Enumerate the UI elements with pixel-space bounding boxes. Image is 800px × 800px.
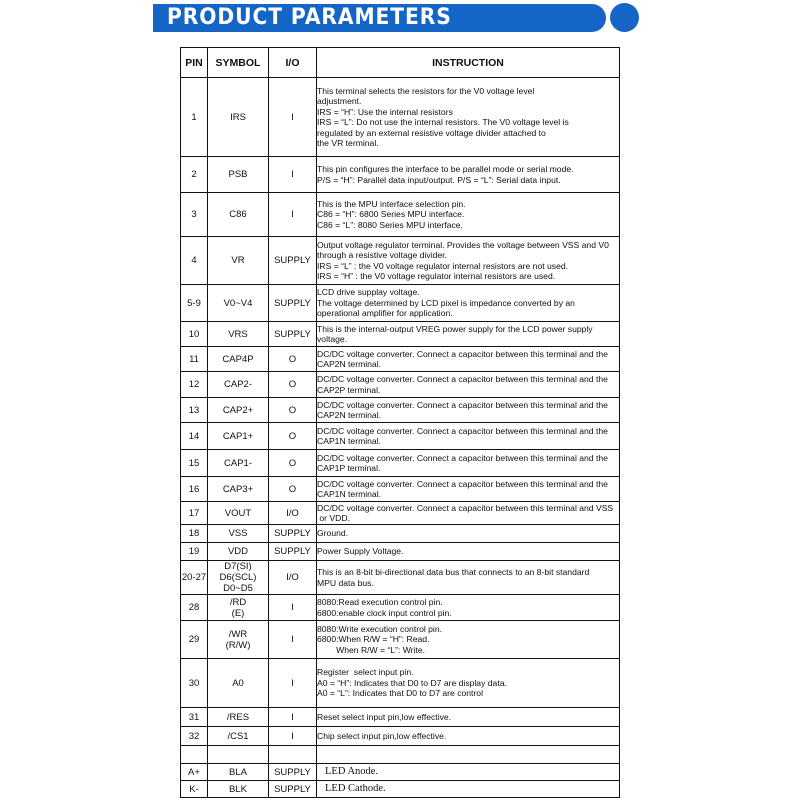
symbol-cell: /RES [208, 708, 269, 727]
instruction-line: MPU data bus. [317, 577, 374, 588]
table-row [181, 322, 620, 347]
io-cell: O [269, 347, 317, 372]
io-cell: SUPPLY [269, 781, 317, 798]
table-row [181, 595, 620, 621]
table-row [181, 398, 620, 423]
table-row [181, 543, 620, 561]
io-cell: I [269, 595, 317, 621]
instruction-cell [317, 727, 620, 746]
instruction-line: IRS = “L”: Do not use the internal resistors. The V0 voltage level is [317, 117, 569, 127]
pin-cell: 1 [181, 78, 208, 157]
symbol-cell: V0~V4 [208, 285, 269, 322]
symbol-cell: /WR (R/W) [208, 621, 269, 659]
instruction-cell [317, 781, 620, 798]
instruction-line: A0 = “H”: Indicates that D0 to D7 are display data. [317, 677, 507, 688]
header-instruction: INSTRUCTION [317, 48, 620, 78]
instruction-line: Register select input pin. [317, 667, 414, 678]
instruction-line: IRS = “L” : the V0 voltage regulator internal resistors are not used. [317, 260, 569, 271]
instruction-line: DC/DC voltage converter. Connect a capacitor between this terminal and the [317, 425, 608, 436]
section-banner [153, 4, 606, 32]
io-cell: I/O [269, 502, 317, 525]
pin-cell: 11 [181, 347, 208, 372]
instruction-line: CAP1N terminal. [317, 489, 381, 499]
instruction-cell [317, 450, 620, 477]
instruction-cell [317, 659, 620, 708]
table-row [181, 193, 620, 237]
instruction-line: the VR terminal. [317, 138, 379, 148]
instruction-line: When R/W = “L”: Write. [317, 644, 426, 655]
symbol-cell: VOUT [208, 502, 269, 525]
symbol-cell: BLA [208, 764, 269, 781]
pin-parameters-table [180, 47, 620, 798]
symbol-cell: PSB [208, 157, 269, 193]
instruction-line: This is the MPU interface selection pin. [317, 198, 466, 209]
io-cell: O [269, 423, 317, 450]
empty-cell [317, 746, 620, 764]
instruction-line: IRS = “H”: Use the internal resistors [317, 106, 453, 117]
instruction-cell [317, 322, 620, 347]
symbol-cell: CAP3+ [208, 477, 269, 502]
table-row [181, 477, 620, 502]
instruction-cell [317, 595, 620, 621]
table-row [181, 727, 620, 746]
symbol-cell: VR [208, 237, 269, 285]
instruction-line: regulated by an external resistive voltage divider attached to [317, 127, 546, 138]
instruction-line: This is the internal-output VREG power supply for the LCD power supply [317, 323, 593, 334]
instruction-line: C86 = “H”: 6800 Series MPU interface. [317, 209, 465, 220]
table-row [181, 621, 620, 659]
io-cell: SUPPLY [269, 285, 317, 322]
io-cell: O [269, 372, 317, 398]
pin-cell: 16 [181, 477, 208, 502]
instruction-line: or VDD. [317, 513, 350, 523]
instruction-cell [317, 502, 620, 525]
pin-cell: 29 [181, 621, 208, 659]
instruction-cell [317, 561, 620, 595]
instruction-line: Ground. [317, 528, 349, 539]
table-row [181, 347, 620, 372]
instruction-line: Power Supply Voltage. [317, 546, 404, 557]
pin-cell: 3 [181, 193, 208, 237]
instruction-line: Reset select input pin,low effective. [317, 711, 452, 722]
table-row [181, 764, 620, 781]
instruction-line: CAP2N terminal. [317, 410, 381, 420]
table-row [181, 708, 620, 727]
instruction-line: DC/DC voltage converter. Connect a capacitor between this terminal and the [317, 452, 608, 463]
empty-cell [269, 746, 317, 764]
symbol-cell: /RD (E) [208, 595, 269, 621]
io-cell: SUPPLY [269, 322, 317, 347]
instruction-cell [317, 237, 620, 285]
pin-cell: 18 [181, 525, 208, 543]
pin-cell: 32 [181, 727, 208, 746]
symbol-cell: CAP1- [208, 450, 269, 477]
empty-cell [181, 746, 208, 764]
instruction-line: LCD drive supplay voltage. [317, 287, 420, 298]
table-row [181, 237, 620, 285]
io-cell: O [269, 398, 317, 423]
header-symbol: SYMBOL [208, 48, 269, 78]
symbol-cell: CAP2- [208, 372, 269, 398]
io-cell: I [269, 659, 317, 708]
empty-separator-row [181, 746, 620, 764]
instruction-line: 6800:When R/W = “H”: Read. [317, 634, 430, 645]
pin-cell: 15 [181, 450, 208, 477]
symbol-cell: C86 [208, 193, 269, 237]
instruction-line: DC/DC voltage converter. Connect a capacitor between this terminal and the [317, 399, 608, 410]
table-row [181, 285, 620, 322]
pin-cell: 31 [181, 708, 208, 727]
pin-cell: K- [181, 781, 208, 798]
io-cell: I/O [269, 561, 317, 595]
pin-cell: A+ [181, 764, 208, 781]
pin-cell: 4 [181, 237, 208, 285]
io-cell: I [269, 193, 317, 237]
table-row [181, 659, 620, 708]
io-cell: SUPPLY [269, 237, 317, 285]
pin-cell: 13 [181, 398, 208, 423]
instruction-line: This is an 8-bit bi-directional data bus that connects to an 8-bit standard [317, 567, 590, 577]
io-cell: O [269, 477, 317, 502]
instruction-line: voltage. [317, 334, 348, 344]
instruction-line: LED Cathode. [325, 782, 386, 794]
instruction-line: through a resistive voltage divider. [317, 250, 447, 260]
io-cell: SUPPLY [269, 525, 317, 543]
instruction-line: A0 = “L”: Indicates that D0 to D7 are control [317, 688, 483, 699]
section-title: PRODUCT PARAMETERS [167, 5, 452, 30]
header-row [181, 48, 620, 78]
instruction-line: CAP1N terminal. [317, 436, 381, 446]
table-row [181, 372, 620, 398]
instruction-line: This terminal selects the resistors for the V0 voltage level [317, 85, 535, 96]
header-io: I/O [269, 48, 317, 78]
instruction-line: CAP2P terminal. [317, 384, 381, 395]
symbol-cell: D7(SI) D6(SCL) D0~D5 [208, 561, 269, 595]
pin-cell: 28 [181, 595, 208, 621]
instruction-cell [317, 764, 620, 781]
instruction-line: DC/DC voltage converter. Connect a capacitor between this terminal and the [317, 478, 608, 489]
instruction-line: CAP1P terminal. [317, 463, 381, 473]
symbol-cell: VSS [208, 525, 269, 543]
instruction-cell [317, 708, 620, 727]
empty-cell [208, 746, 269, 764]
instruction-cell [317, 398, 620, 423]
io-cell: SUPPLY [269, 764, 317, 781]
table-row [181, 450, 620, 477]
symbol-cell: IRS [208, 78, 269, 157]
instruction-line: The voltage determined by LCD pixel is impedance converted by an [317, 297, 575, 308]
symbol-cell: CAP4P [208, 347, 269, 372]
table-row [181, 525, 620, 543]
instruction-line: P/S = “H”: Parallel data input/output. P/S = “L”: Serial data input. [317, 174, 561, 185]
instruction-cell [317, 157, 620, 193]
pin-cell: 30 [181, 659, 208, 708]
pin-cell: 12 [181, 372, 208, 398]
io-cell: I [269, 78, 317, 157]
io-cell: I [269, 621, 317, 659]
io-cell: I [269, 727, 317, 746]
instruction-line: Chip select input pin,low effective. [317, 730, 447, 741]
instruction-cell [317, 621, 620, 659]
table-row [181, 561, 620, 595]
table-row [181, 78, 620, 157]
symbol-cell: A0 [208, 659, 269, 708]
instruction-line: Output voltage regulator terminal. Provides the voltage between VSS and V0 [317, 239, 609, 250]
instruction-line: DC/DC voltage converter. Connect a capacitor between this terminal and the [317, 348, 608, 359]
instruction-line: DC/DC voltage converter. Connect a capacitor between this terminal and the [317, 374, 608, 384]
banner-dot-decoration [610, 3, 639, 32]
instruction-line: 8080:Read execution control pin. [317, 597, 443, 607]
symbol-cell: VRS [208, 322, 269, 347]
pin-cell: 10 [181, 322, 208, 347]
table-row [181, 423, 620, 450]
table-row [181, 157, 620, 193]
io-cell: I [269, 157, 317, 193]
instruction-line: 8080:Write execution control pin. [317, 623, 442, 634]
table-row [181, 502, 620, 525]
pin-cell: 2 [181, 157, 208, 193]
pin-cell: 17 [181, 502, 208, 525]
instruction-cell [317, 543, 620, 561]
instruction-line: 6800:enable clock input control pin. [317, 607, 452, 618]
symbol-cell: VDD [208, 543, 269, 561]
symbol-cell: /CS1 [208, 727, 269, 746]
header-pin: PIN [181, 48, 208, 78]
instruction-cell [317, 347, 620, 372]
pin-cell: 14 [181, 423, 208, 450]
instruction-line: IRS = “H” : the V0 voltage regulator internal resistors are used. [317, 271, 556, 281]
instruction-cell [317, 525, 620, 543]
instruction-line: DC/DC voltage converter. Connect a capacitor between this terminal and VSS [317, 502, 614, 513]
instruction-cell [317, 78, 620, 157]
table-row [181, 781, 620, 798]
io-cell: O [269, 450, 317, 477]
instruction-line: This pin configures the interface to be parallel mode or serial mode. [317, 164, 574, 174]
instruction-cell [317, 193, 620, 237]
pin-cell: 20-27 [181, 561, 208, 595]
instruction-cell [317, 372, 620, 398]
pin-cell: 19 [181, 543, 208, 561]
pin-rows [181, 78, 620, 798]
instruction-line: adjustment. [317, 96, 362, 106]
io-cell: SUPPLY [269, 543, 317, 561]
instruction-line: C86 = “L”: 8080 Series MPU interface. [317, 219, 463, 230]
pin-cell: 5-9 [181, 285, 208, 322]
instruction-line: operational amplifier for application. [317, 308, 453, 319]
instruction-cell [317, 285, 620, 322]
instruction-line: CAP2N terminal. [317, 359, 381, 369]
symbol-cell: CAP2+ [208, 398, 269, 423]
instruction-line: LED Anode. [325, 765, 379, 777]
instruction-cell [317, 423, 620, 450]
instruction-cell [317, 477, 620, 502]
symbol-cell: CAP1+ [208, 423, 269, 450]
io-cell: I [269, 708, 317, 727]
symbol-cell: BLK [208, 781, 269, 798]
